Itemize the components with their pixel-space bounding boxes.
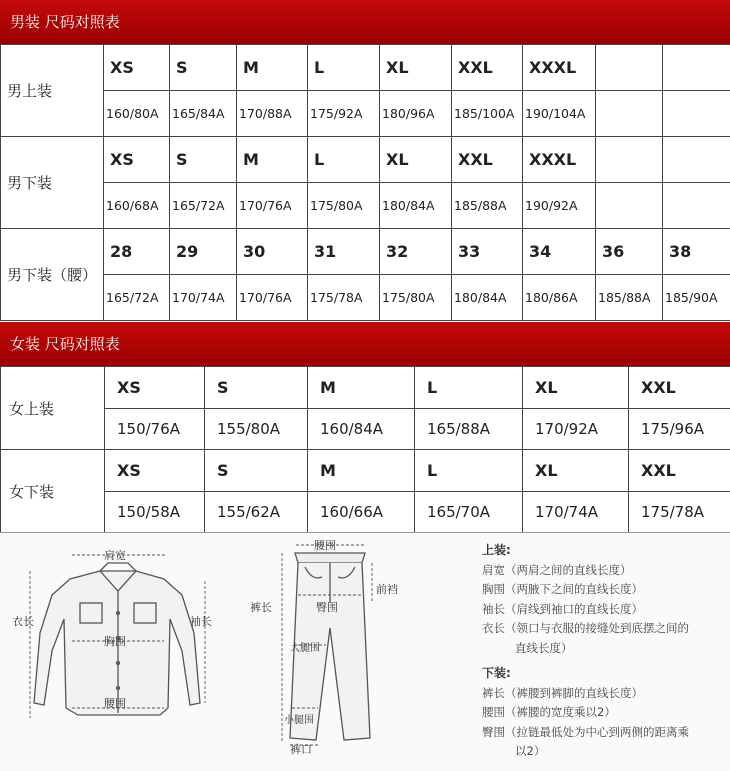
size-cell: XL xyxy=(523,367,629,409)
size-cell: 30 xyxy=(237,229,308,275)
men-size-chart-title: 男装 尺码对照表 xyxy=(10,13,120,31)
size-cell: 31 xyxy=(308,229,380,275)
size-cell: XXL xyxy=(452,45,523,91)
measure-cell: 170/76A xyxy=(237,183,308,229)
label-chest: 胸围 xyxy=(104,633,126,649)
women-size-table xyxy=(0,366,730,533)
measure-cell: 175/80A xyxy=(308,183,380,229)
measure-cell: 180/84A xyxy=(380,183,452,229)
size-row xyxy=(1,367,730,409)
notes-top-heading: 上装: xyxy=(482,541,730,561)
size-cell: S xyxy=(205,450,308,492)
size-cell: XL xyxy=(523,450,629,492)
measure-cell: 170/74A xyxy=(170,275,237,321)
size-cell xyxy=(596,45,663,91)
measure-row xyxy=(1,183,730,229)
size-cell: 28 xyxy=(104,229,170,275)
label-calf: 小腿围 xyxy=(284,711,314,726)
measure-cell xyxy=(596,91,663,137)
measure-cell: 185/90A xyxy=(663,275,730,321)
measure-cell: 170/74A xyxy=(523,492,629,533)
row-label: 男下装 xyxy=(1,137,104,229)
notes-bottom-heading: 下装: xyxy=(482,664,730,684)
row-label: 男上装 xyxy=(1,45,104,137)
size-cell: XS xyxy=(105,367,205,409)
size-row xyxy=(1,45,730,91)
size-row xyxy=(1,450,730,492)
measure-cell: 165/70A xyxy=(415,492,523,533)
measure-row xyxy=(1,409,730,450)
label-shirt-waist: 腰围 xyxy=(104,695,126,711)
measure-row xyxy=(1,275,730,321)
measure-cell: 165/88A xyxy=(415,409,523,450)
size-cell: M xyxy=(308,367,415,409)
note-line: 臀围（拉链最低处为中心到两侧的距离乘 xyxy=(482,723,730,743)
size-cell: XS xyxy=(104,137,170,183)
size-cell: XXXL xyxy=(523,137,596,183)
size-cell: 34 xyxy=(523,229,596,275)
measure-cell: 165/72A xyxy=(170,183,237,229)
size-cell: L xyxy=(308,45,380,91)
measure-cell: 175/92A xyxy=(308,91,380,137)
size-cell xyxy=(596,137,663,183)
note-line: 裤长（裤腰到裤脚的直线长度） xyxy=(482,684,730,704)
label-hip: 臀围 xyxy=(316,599,338,615)
men-size-table xyxy=(0,44,730,321)
size-row xyxy=(1,229,730,275)
measure-cell xyxy=(663,183,730,229)
size-cell: XL xyxy=(380,137,452,183)
note-line: 衣长（领口与衣服的接缝处到底摆之间的 xyxy=(482,619,730,639)
measure-cell: 170/76A xyxy=(237,275,308,321)
size-cell: XS xyxy=(104,45,170,91)
size-cell: L xyxy=(308,137,380,183)
measurement-notes xyxy=(482,541,730,762)
note-line: 以2） xyxy=(482,742,730,762)
size-cell: XXL xyxy=(452,137,523,183)
size-cell: 36 xyxy=(596,229,663,275)
label-hem: 裤口 xyxy=(290,741,312,757)
measure-cell: 180/84A xyxy=(452,275,523,321)
men-size-chart-header xyxy=(0,0,730,44)
measure-cell: 190/92A xyxy=(523,183,596,229)
size-cell: S xyxy=(205,367,308,409)
measure-cell: 170/88A xyxy=(237,91,308,137)
size-cell: XXL xyxy=(629,367,730,409)
size-cell: L xyxy=(415,450,523,492)
measure-cell: 150/58A xyxy=(105,492,205,533)
measure-cell: 150/76A xyxy=(105,409,205,450)
measure-row xyxy=(1,492,730,533)
size-cell: M xyxy=(308,450,415,492)
size-cell: 32 xyxy=(380,229,452,275)
measure-cell: 175/80A xyxy=(380,275,452,321)
measure-cell: 175/78A xyxy=(629,492,730,533)
measure-cell: 165/84A xyxy=(170,91,237,137)
note-line: 直线长度） xyxy=(482,639,730,659)
label-thigh: 大腿围 xyxy=(290,639,320,654)
measure-cell: 160/84A xyxy=(308,409,415,450)
measure-cell xyxy=(663,91,730,137)
measure-cell: 175/96A xyxy=(629,409,730,450)
note-line: 袖长（肩线到袖口的直线长度） xyxy=(482,600,730,620)
row-label: 男下装（腰） xyxy=(1,229,104,321)
label-rise: 前裆 xyxy=(376,581,398,597)
note-line: 肩宽（两肩之间的直线长度） xyxy=(482,561,730,581)
size-cell: XS xyxy=(105,450,205,492)
size-cell: M xyxy=(237,137,308,183)
measure-cell: 160/66A xyxy=(308,492,415,533)
size-cell: S xyxy=(170,45,237,91)
label-pants-length: 裤长 xyxy=(250,599,272,615)
measure-cell: 155/80A xyxy=(205,409,308,450)
measure-cell: 170/92A xyxy=(523,409,629,450)
measure-cell: 180/96A xyxy=(380,91,452,137)
size-row xyxy=(1,137,730,183)
measure-cell: 190/104A xyxy=(523,91,596,137)
measure-row xyxy=(1,91,730,137)
size-cell: XXL xyxy=(629,450,730,492)
size-cell: M xyxy=(237,45,308,91)
garment-illustrations xyxy=(0,533,480,771)
measure-cell: 185/88A xyxy=(596,275,663,321)
note-line: 腰围（裤腰的宽度乘以2） xyxy=(482,703,730,723)
measure-cell: 160/68A xyxy=(104,183,170,229)
label-pants-waist: 腰围 xyxy=(314,537,336,553)
size-cell: XL xyxy=(380,45,452,91)
measure-cell: 160/80A xyxy=(104,91,170,137)
size-cell: L xyxy=(415,367,523,409)
women-size-chart-header xyxy=(0,322,730,366)
size-cell: 29 xyxy=(170,229,237,275)
label-sleeve: 袖长 xyxy=(190,613,212,629)
note-line: 胸围（两腋下之间的直线长度） xyxy=(482,580,730,600)
measure-cell xyxy=(596,183,663,229)
measure-cell: 185/88A xyxy=(452,183,523,229)
label-shoulder: 肩宽 xyxy=(104,547,126,563)
row-label: 女上装 xyxy=(1,367,105,450)
women-size-chart-title: 女装 尺码对照表 xyxy=(10,335,120,353)
size-cell: 33 xyxy=(452,229,523,275)
measure-cell: 175/78A xyxy=(308,275,380,321)
measure-cell: 165/72A xyxy=(104,275,170,321)
measurement-diagram xyxy=(0,532,730,771)
size-cell xyxy=(663,45,730,91)
row-label: 女下装 xyxy=(1,450,105,533)
size-cell: XXXL xyxy=(523,45,596,91)
label-shirt-length: 衣长 xyxy=(12,613,34,629)
size-cell xyxy=(663,137,730,183)
measure-cell: 155/62A xyxy=(205,492,308,533)
size-cell: S xyxy=(170,137,237,183)
size-cell: 38 xyxy=(663,229,730,275)
measure-cell: 185/100A xyxy=(452,91,523,137)
measure-cell: 180/86A xyxy=(523,275,596,321)
